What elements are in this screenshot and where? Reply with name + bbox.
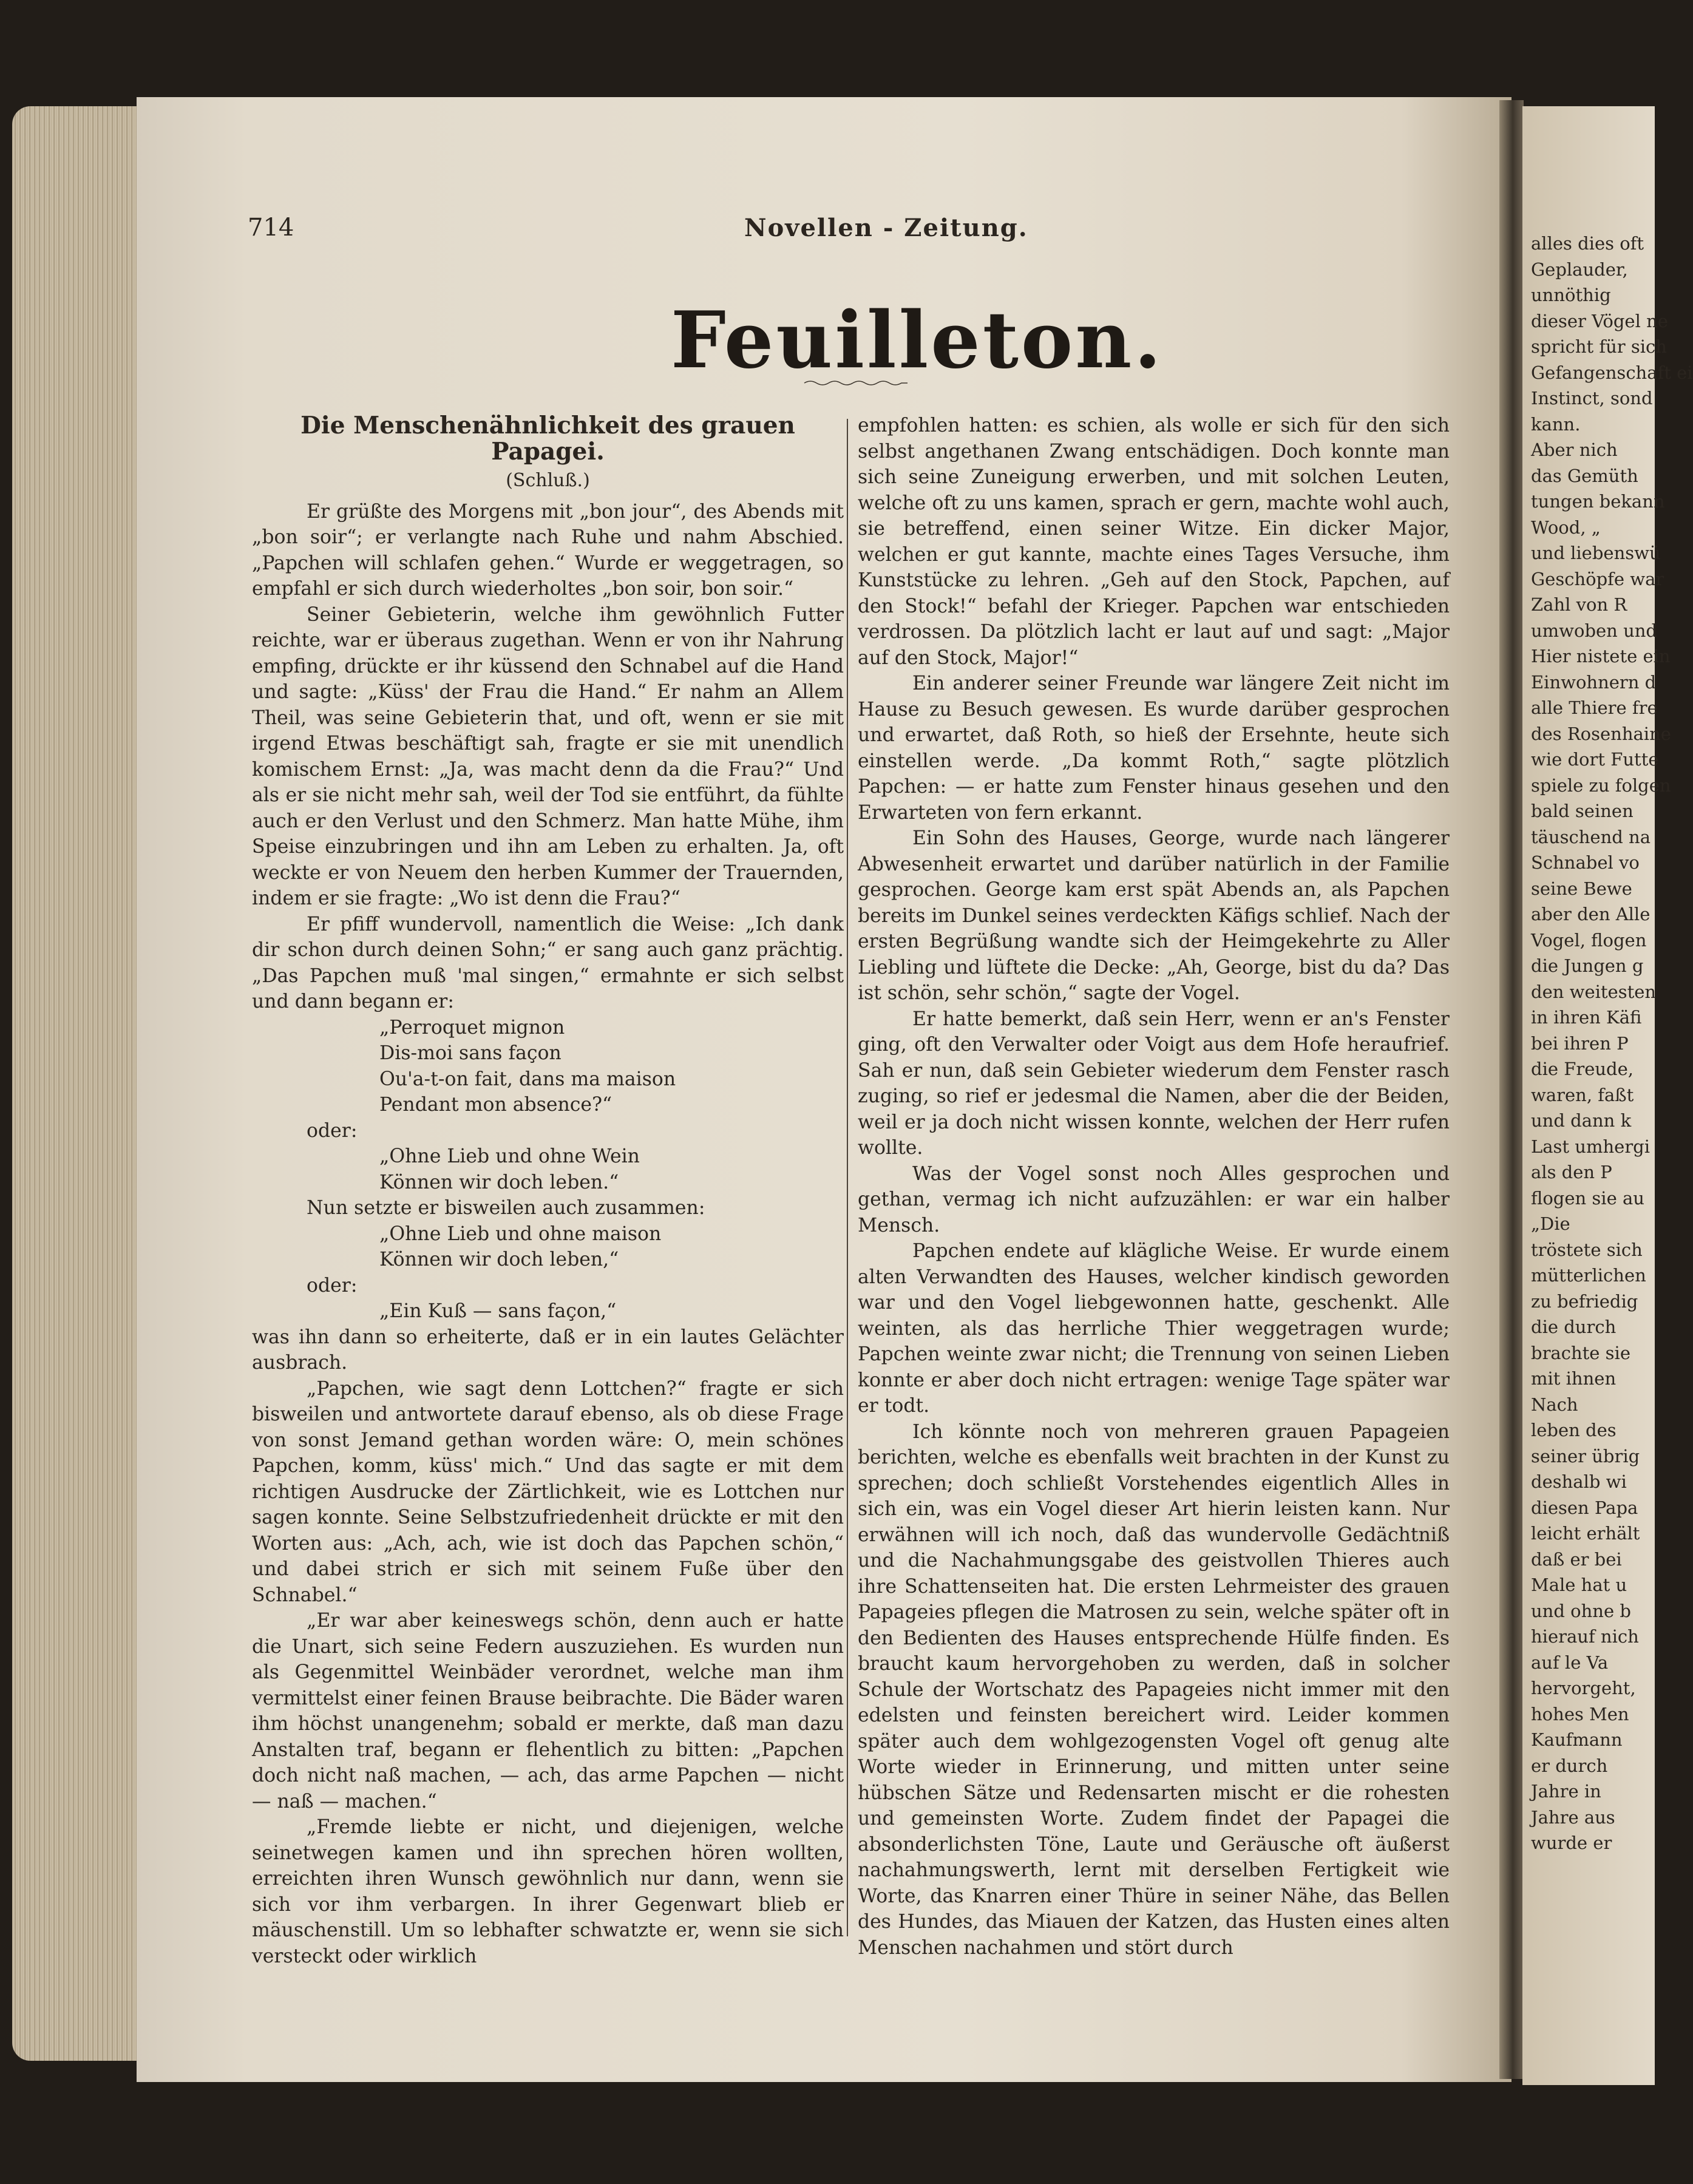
verse-line: „Perroquet mignon — [379, 1016, 565, 1039]
next-page-line: er durch — [1531, 1755, 1608, 1776]
next-page-line: mütterlichen — [1531, 1265, 1646, 1286]
next-page-line: alles dies oft — [1531, 233, 1644, 254]
next-page-line: Jahre aus — [1531, 1806, 1615, 1828]
paragraph: Ein anderer seiner Freunde war längere Zeit nicht im Hause zu Besuch gewesen. Es wurde darüber gesprochen und erwartet, daß Roth, so hieß der Ersehnte, heute sich einstellen werde. „Da kommt Roth,“ sagte plötzlich Papchen: — er hatte zum Fenster hinaus gesehen und den Erwarteten von fern erkannt. — [858, 673, 1450, 824]
next-page-line: diesen Papa — [1531, 1497, 1638, 1518]
next-page-line: Instinct, sond — [1531, 388, 1653, 409]
page-edges — [12, 106, 152, 2061]
verse-line: Dis-moi sans façon — [379, 1042, 562, 1064]
left-column — [252, 413, 844, 1969]
paragraph: Ich könnte noch von mehreren grauen Papageien berichten, welche es ebenfalls weit brachten in der Kunst zu sprechen; doch schließt Vorstehendes eigentlich Alles in sich ein, was ein Vogel dieser Art hierin leisten kann. Nur erwähnen will ich noch, daß das wundervolle Gedächtniß und die Nachahmungsgabe des geistvollen Thieres auch ihre Schattenseiten hat. Die ersten Lehrmeister des grauen Papageies pflegen die Matrosen zu sein, welche später oft in den Bedienten des Hauses entsprechende Hülfe finden. Es braucht kaum hervorgehoben zu werden, daß in solcher Schule der Wortschatz des Papageies nicht immer mit den edelsten und feinsten bereichert wird. Leider kommen später auch dem wohlgezogensten Vogel oft genug alte Worte wieder in Erinnerung, und mitten unter seine hübschen Sätze und Redensarten mischt er die rohesten und gemeinsten Worte. Zudem findet der Papagei die absonderlichsten Töne, Laute und Geräusche oft äußerst nachahmungswerth, lernt mit derselben Fertigkeit wie Worte, das Knarren einer Thüre in seiner Nähe, das Bellen des Hundes, das Miauen der Katzen, das Husten eines alten Menschen nachahmen und stört durch — [858, 1420, 1450, 1959]
next-page-line: leben des — [1531, 1420, 1617, 1440]
verse-line: „Ohne Lieb und ohne Wein — [379, 1145, 640, 1167]
article-subtitle: (Schluß.) — [506, 470, 590, 491]
next-page-line: und liebenswü — [1531, 543, 1661, 563]
paragraph: Seiner Gebieterin, welche ihm gewöhnlich Futter reichte, war er überaus zugethan. Wenn er von ihr Nahrung empfing, drückte er ihr küssend den Schnabel auf die Hand und sagte: „Küss' der Frau die Hand.“ Er nahm an Allem Theil, was seine Gebieterin that, und oft, wenn er sie mit irgend Etwas beschäftigt sah, fragte er sie mit unendlich komischem Ernst: „Ja, was macht denn da die Frau?“ Und als er sie nicht mehr sah, weil der Tod sie entführt, da fühlte auch er den Verlust und den Schmerz. Man hatte Mühe, ihm Speise einzubringen und ihn am Leben zu erhalten. Ja, oft weckte er von Neuem den herben Kummer der Trauernden, indem er sie fragte: „Wo ist denn die Frau?“ — [252, 603, 844, 909]
verse-block — [252, 1221, 844, 1273]
next-page-line: tungen bekann — [1531, 491, 1665, 512]
next-page-line: Geschöpfe war — [1531, 568, 1664, 589]
next-page-text — [1531, 231, 1693, 1856]
next-page-line: aber den Alle — [1531, 904, 1651, 924]
column-rule — [847, 419, 848, 1936]
next-page-line: mit ihnen — [1531, 1368, 1617, 1389]
book-gutter — [1499, 100, 1524, 2079]
paragraph: empfohlen hatten: es schien, als wolle er sich für den sich selbst angethanen Zwang entschädigen. Doch konnte man sich seine Zuneigung erwerben, und mit solchen Leuten, welche oft zu uns kamen, sprach er gern, machte wohl auch, sie betreffend, einen seiner Witze. Ein dicker Major, welchen er gut kannte, machte eines Tages Versuche, ihm Kunststücke zu lehren. „Geh auf den Stock, Papchen, auf den Stock!“ befahl der Krieger. Papchen war entschieden verdrossen. Da plötzlich lacht er laut auf und sagt: „Major auf den Stock, Major!“ — [858, 415, 1450, 669]
next-page-line: Geplauder, — [1531, 259, 1628, 280]
next-page-line: spiele zu folgen — [1531, 775, 1671, 796]
verse-line: Können wir doch leben,“ — [379, 1249, 619, 1270]
next-page-line: seiner übrig — [1531, 1445, 1640, 1467]
next-page-line: die Freude, — [1531, 1059, 1634, 1079]
next-page-line: Aber nich — [1531, 439, 1618, 460]
next-page-line: Einwohnern d — [1531, 671, 1657, 693]
paragraph: Was der Vogel sonst noch Alles gesprochen und gethan, vermag ich nicht aufzuzählen: er war ein halber Mensch. — [858, 1162, 1450, 1236]
or-label: oder: — [307, 1274, 358, 1297]
paragraph: was ihn dann so erheiterte, daß er in ein lautes Gelächter ausbrach. — [252, 1326, 844, 1374]
next-page-line: Wood, „ — [1531, 517, 1601, 538]
next-page-line: seine Bewe — [1531, 878, 1632, 899]
paragraph: „Er war aber keineswegs schön, denn auch er hatte die Unart, sich seine Federn auszuziehen. Es wurden nun als Gegenmittel Weinbäder verordnet, welche man ihm vermittelst einer feinen Brause beibrachte. Die Bäder waren ihm höchst unangenehm; sobald er merkte, daß man dazu Anstalten traf, begann er flehentlich zu bitten: „Papchen doch nicht naß machen, — ach, das arme Papchen — nicht — naß — machen.“ — [252, 1610, 844, 1813]
next-page-line: des Rosenhaine — [1531, 723, 1671, 744]
section-title: Feuilleton. — [671, 295, 1164, 386]
paragraph: Ein Sohn des Hauses, George, wurde nach längerer Abwesenheit erwartet und darüber natürlich in der Familie gesprochen. George kam erst spät Abends an, als Papchen bereits im Dunkel seines verdeckten Käfigs schlief. Nach der ersten Begrüßung wandte sich der Heimgekehrte zu Aller Liebling und lüftete die Decke: „Ah, George, bist du da? Das ist schön, sehr schön,“ sagte der Vogel. — [858, 827, 1450, 1004]
verse-line: Können wir doch leben.“ — [379, 1171, 619, 1193]
next-page-line: bei ihren P — [1531, 1033, 1629, 1054]
next-page-line: brachte sie — [1531, 1342, 1630, 1363]
next-page-line: Last umhergi — [1531, 1136, 1651, 1157]
next-page-line: hierauf nich — [1531, 1626, 1639, 1647]
next-page-line: Male hat u — [1531, 1575, 1627, 1595]
running-head: Novellen - Zeitung. — [744, 214, 1028, 242]
paragraph: „Papchen, wie sagt denn Lottchen?“ fragte er sich bisweilen und antwortete darauf ebenso, als ob diese Frage von sonst Jemand gethan worden wäre: O, mein schönes Papchen, komm, küss' mich.“ Und das sagte er mit dem richtigen Ausdrucke der Zärtlichkeit, wie es Lottchen nur sagen konnte. Seine Selbstzufriedenheit drückte er mit den Worten aus: „Ach, ach, wie ist doch das Papchen schön,“ und dabei strich er sich mit seinem Fuße über den Schnabel.“ — [252, 1377, 844, 1606]
next-page-line: Schnabel vo — [1531, 852, 1640, 873]
next-page-line: Gefangenschaft ei — [1531, 362, 1693, 383]
next-page-line: Vogel, flogen — [1531, 929, 1647, 951]
next-page-line: flogen sie au — [1531, 1187, 1644, 1209]
next-page-line: die Jungen g — [1531, 955, 1644, 976]
verse-line: Pendant mon absence?“ — [379, 1094, 612, 1116]
next-page-line: das Gemüth — [1531, 465, 1638, 486]
or-label: oder: — [307, 1119, 358, 1142]
paragraph: Papchen endete auf klägliche Weise. Er wurde einem alten Verwandten des Hauses, welcher kindisch geworden war und den Vogel liebgewonnen hatte, geschenkt. Alle weinten, als das herrliche Thier weggetragen wurde; Papchen weinte zwar nicht; die Trennung von seinen Lieben konnte er aber doch nicht ertragen: wenige Tage später war er todt. — [858, 1240, 1450, 1417]
verse-line: Ou'a-t-on fait, dans ma maison — [379, 1068, 676, 1090]
article-title: Die Menschenähnlichkeit des grauen Papagei. — [300, 412, 795, 466]
next-page-line: den weitesten — [1531, 981, 1657, 1002]
next-page-line: wie dort Futte — [1531, 749, 1659, 770]
verse-line: „Ein Kuß — sans façon,“ — [379, 1300, 617, 1322]
next-page-line: kann. — [1531, 413, 1581, 435]
verse-block — [252, 1298, 844, 1324]
paragraph: „Fremde liebte er nicht, und diejenigen, welche seinetwegen kamen und ihn sprechen hören wollten, erreichten ihren Wunsch gewöhnlich nur dann, wenn sie sich vor ihm verbargen. In ihrer Gegenwart blieb er mäuschenstill. Um so lebhafter schwatzte er, wenn sie sich versteckt oder wirklich — [252, 1816, 844, 1967]
next-page-line: „Die — [1531, 1213, 1570, 1234]
next-page-line: spricht für sich — [1531, 336, 1667, 357]
next-page-line: bald seinen — [1531, 801, 1634, 821]
page-number: 714 — [248, 214, 294, 242]
next-page-line: leicht erhält — [1531, 1523, 1640, 1544]
next-page-line: auf le Va — [1531, 1652, 1609, 1673]
next-page-line: alle Thiere fre — [1531, 697, 1658, 718]
verse-block — [252, 1144, 844, 1195]
next-page-line: dieser Vögel ne — [1531, 310, 1668, 331]
next-page-line: Zahl von R — [1531, 594, 1627, 615]
next-page-line: Jahre in — [1531, 1781, 1601, 1802]
next-page-line: hohes Men — [1531, 1703, 1629, 1724]
next-page-line: tröstete sich — [1531, 1239, 1643, 1260]
paragraph: Nun setzte er bisweilen auch zusammen: — [307, 1197, 705, 1219]
next-page-line: wurde er — [1531, 1833, 1612, 1853]
next-page-line: als den P — [1531, 1162, 1612, 1182]
next-page-line: Kaufmann — [1531, 1729, 1623, 1750]
right-column — [858, 413, 1450, 1961]
next-page-line: umwoben und — [1531, 620, 1657, 641]
next-page-line: und dann k — [1531, 1110, 1632, 1131]
verse-line: „Ohne Lieb und ohne maison — [379, 1223, 662, 1245]
next-page-line: hervorgeht, — [1531, 1678, 1636, 1698]
next-page-line: deshalb wi — [1531, 1471, 1627, 1492]
next-page-line: daß er bei — [1531, 1548, 1622, 1570]
next-page-line: in ihren Käfi — [1531, 1007, 1642, 1028]
paragraph: Er pfiff wundervoll, namentlich die Weise: „Ich dank dir schon durch deinen Sohn;“ er sang auch ganz prächtig. „Das Papchen muß 'mal singen,“ ermahnte er sich selbst und dann begann er: — [252, 913, 844, 1012]
next-page-line: Nach — [1531, 1394, 1578, 1415]
paragraph: Er hatte bemerkt, daß sein Herr, wenn er an's Fenster ging, oft den Verwalter oder Voigt aus dem Hofe heraufrief. Sah er nun, daß sein Gebieter wiederum dem Fenster rasch zuging, so rief er jedesmal die Namen, aber die der Beiden, weil er ja doch nicht wissen konnte, welchen der Herr rufen wollte. — [858, 1008, 1450, 1159]
next-page-line: unnöthig — [1531, 285, 1611, 305]
next-page-line: zu befriedig — [1531, 1290, 1638, 1312]
title-ornament — [804, 379, 908, 387]
next-page-line: und ohne b — [1531, 1600, 1631, 1621]
verse-block — [252, 1015, 844, 1118]
next-page-line: waren, faßt — [1531, 1084, 1634, 1105]
next-page-line: täuschend na — [1531, 826, 1651, 847]
next-page-line: die durch — [1531, 1317, 1617, 1337]
next-page-line: Hier nistete ein — [1531, 646, 1671, 666]
paragraph: Er grüßte des Morgens mit „bon jour“, des Abends mit „bon soir“; er verlangte nach Ruhe und nahm Abschied. „Papchen will schlafen gehen.“ Wurde er weggetragen, so empfahl er sich durch wiederholtes „bon soir, bon soir.“ — [252, 500, 844, 600]
